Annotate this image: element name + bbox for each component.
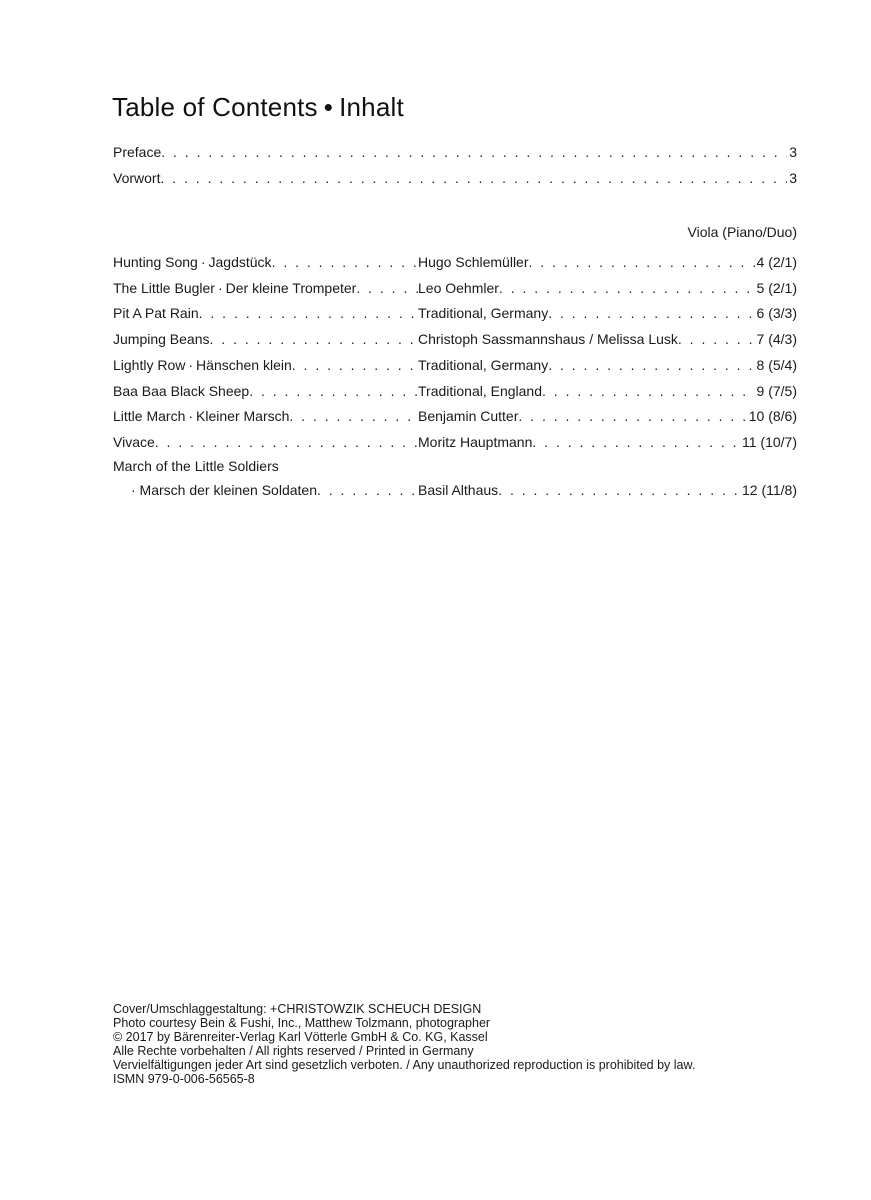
last-entry-title: March of the Little Soldiers <box>113 458 279 474</box>
entry-composer: Hugo Schlemüller <box>418 254 529 270</box>
imprint-line: Cover/Umschlaggestaltung: +CHRISTOWZIK SCHEUCH DESIGN <box>113 1002 482 1016</box>
title-separator: • <box>323 92 334 122</box>
entry-composer-cell <box>418 482 797 498</box>
entry-title: Jumping Beans <box>113 331 210 347</box>
entry-composer-cell <box>418 408 797 424</box>
entry-title: The Little Bugler <box>113 280 215 296</box>
leader-dots <box>518 408 746 424</box>
toc-entry <box>113 434 797 454</box>
entry-title-cell <box>113 434 418 450</box>
entry-composer: Basil Althaus <box>418 482 499 498</box>
imprint-line: Photo courtesy Bein & Fushi, Inc., Matthew Tolzmann, photographer <box>113 1016 491 1030</box>
entry-subtitle: · Marsch der kleinen Soldaten <box>131 482 317 498</box>
entry-composer-cell <box>418 434 797 450</box>
leader-dots <box>292 357 418 373</box>
entry-composer: Traditional, Germany <box>418 357 549 373</box>
entry-title: Little March <box>113 408 186 424</box>
imprint-line: © 2017 by Bärenreiter-Verlag Karl Vötterle GmbH & Co. KG, Kassel <box>113 1030 488 1044</box>
leader-dots <box>548 305 754 321</box>
toc-entry <box>113 408 797 428</box>
leader-dots <box>289 408 418 424</box>
entry-title-cell <box>113 280 418 296</box>
toc-entry <box>113 383 797 403</box>
entry-subtitle: Jagdstück <box>208 254 272 270</box>
entry-separator: · <box>188 408 194 424</box>
imprint-line: Alle Rechte vorbehalten / All rights reserved / Printed in Germany <box>113 1044 474 1058</box>
entry-pages: 10 (8/6) <box>748 408 797 424</box>
entry-composer-cell <box>418 280 797 296</box>
toc-entry-last <box>113 482 797 502</box>
leader-dots <box>210 331 418 347</box>
entry-pages: 12 (11/8) <box>742 482 797 498</box>
leader-dots <box>548 357 754 373</box>
page-title <box>112 92 404 123</box>
entry-subtitle: Kleiner Marsch <box>196 408 290 424</box>
toc-page-number: 3 <box>789 144 797 160</box>
leader-dots <box>199 305 418 321</box>
toc-label: Vorwort <box>113 170 161 186</box>
toc-entry <box>113 357 797 377</box>
entry-composer: Moritz Hauptmann <box>418 434 533 450</box>
entry-composer: Benjamin Cutter <box>418 408 519 424</box>
toc-row-vorwort <box>113 170 797 190</box>
toc-entry <box>113 254 797 274</box>
entry-pages: 9 (7/5) <box>756 383 797 399</box>
leader-dots <box>161 144 787 160</box>
title-english: Table of Contents <box>112 92 318 122</box>
leader-dots <box>678 331 755 347</box>
entry-composer: Traditional, Germany <box>418 305 549 321</box>
leader-dots <box>532 434 740 450</box>
entry-pages: 5 (2/1) <box>756 280 797 296</box>
entry-title-cell <box>113 383 418 399</box>
leader-dots <box>499 280 755 296</box>
entry-separator: · <box>217 280 223 296</box>
entry-composer-cell <box>418 383 797 399</box>
toc-entry <box>113 305 797 325</box>
entry-pages: 11 (10/7) <box>742 434 797 450</box>
leader-dots <box>155 434 418 450</box>
leader-dots <box>356 280 418 296</box>
entry-title-cell <box>113 408 418 424</box>
leader-dots <box>529 254 755 270</box>
toc-entry <box>113 280 797 300</box>
leader-dots <box>160 170 787 186</box>
entry-title-cell <box>113 254 418 270</box>
column-heading: Viola (Piano/Duo) <box>687 224 797 240</box>
entry-title-cell <box>113 482 418 498</box>
entry-subtitle: Hänschen klein <box>196 357 292 373</box>
entry-pages: 7 (4/3) <box>756 331 797 347</box>
imprint-line: Vervielfältigungen jeder Art sind gesetzlich verboten. / Any unauthorized reproduction is prohibited by law. <box>113 1058 696 1072</box>
toc-page-number: 3 <box>789 170 797 186</box>
toc-row-preface <box>113 144 797 164</box>
entry-composer-cell <box>418 331 797 347</box>
leader-dots <box>249 383 418 399</box>
title-german: Inhalt <box>339 92 404 122</box>
entry-title: Pit A Pat Rain <box>113 305 199 321</box>
imprint-line: ISMN 979-0-006-56565-8 <box>113 1072 255 1086</box>
entry-pages: 8 (5/4) <box>756 357 797 373</box>
entry-title: Baa Baa Black Sheep <box>113 383 250 399</box>
entry-composer: Leo Oehmler <box>418 280 499 296</box>
entry-composer: Christoph Sassmannshaus / Melissa Lusk <box>418 331 678 347</box>
entry-title: Hunting Song <box>113 254 198 270</box>
entry-separator: · <box>188 357 194 373</box>
entry-title-cell <box>113 357 418 373</box>
leader-dots <box>542 383 755 399</box>
entry-composer: Traditional, England <box>418 383 543 399</box>
entry-title: Vivace <box>113 434 155 450</box>
toc-label: Preface <box>113 144 162 160</box>
entry-composer-cell <box>418 357 797 373</box>
entry-title: Lightly Row <box>113 357 186 373</box>
leader-dots <box>272 254 418 270</box>
entry-subtitle: Der kleine Trompeter <box>225 280 357 296</box>
entry-title-cell <box>113 331 418 347</box>
entry-composer-cell <box>418 305 797 321</box>
entry-composer-cell <box>418 254 797 270</box>
entry-pages: 6 (3/3) <box>756 305 797 321</box>
toc-entry <box>113 331 797 351</box>
entry-separator: · <box>200 254 206 270</box>
leader-dots <box>317 482 418 498</box>
leader-dots <box>498 482 740 498</box>
entry-title-cell <box>113 305 418 321</box>
imprint <box>113 1002 695 1086</box>
entry-pages: 4 (2/1) <box>756 254 797 270</box>
